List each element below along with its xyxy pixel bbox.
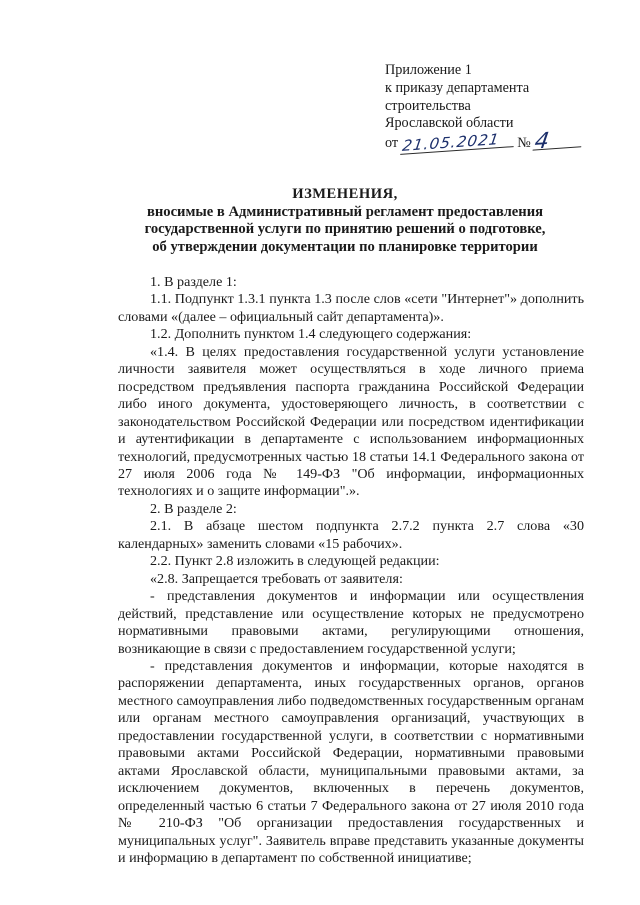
- paragraph-list-item-2: - представления документов и информации, которые находятся в распоряжении департамента, иных государственных органов, органов местного самоуправления либо подведомственных государственным органам или органам местного самоуправления организаций, участвующих в предоставлении государственной услуги, в соответствии с нормативными правовыми актами Российской Федерации, нормативными правовыми актами Ярославской области, муниципальными правовыми актами, за исключением документов, включенных в перечень документов, определенный частью 6 статьи 7 Федерального закона от 27 июля 2010 года № 210-ФЗ "Об организации предоставления государственных и муниципальных услуг". Заявитель вправе представить указанные документы и информацию в департамент по собственной инициативе;: [118, 657, 584, 866]
- appendix-block: [385, 62, 625, 156]
- from-prefix: от: [385, 135, 399, 152]
- appendix-line-4: Ярославской области: [385, 115, 514, 132]
- handwritten-number: 4: [533, 132, 584, 151]
- paragraph-2-1: 2.1. В абзаце шестом подпункта 2.7.2 пункта 2.7 слова «30 календарных» заменить словами «15 рабочих».: [118, 518, 584, 552]
- title-subtitle-line-3: об утверждении документации по планировке территории: [152, 238, 538, 255]
- appendix-line-3: строительства: [385, 97, 471, 114]
- document-body: [118, 274, 584, 867]
- paragraph-list-item-1: - представления документов и информации или осуществления действий, представление или осуществление которых не предусмотрено нормативными правовыми актами, регулирующими отношения, возникающие в связи с предоставлением государственной услуги;: [118, 588, 584, 657]
- title-block: [110, 186, 580, 256]
- title-subtitle-line-1: вносимые в Административный регламент предоставления: [146, 203, 543, 220]
- handwritten-date: 21.05.2021: [400, 131, 516, 155]
- paragraph-section-2: 2. В разделе 2:: [150, 500, 237, 517]
- appendix-line-2: к приказу департамента: [385, 79, 530, 96]
- document-title: ИЗМЕНЕНИЯ,: [292, 186, 398, 202]
- paragraph-1-4-text: «1.4. В целях предоставления государственной услуги установление личности заявителя может осуществляться в ходе личного приема посредством предъявления паспорта гражданина Российской Федерации либо иного документа, удостоверяющего личность, в соответствии с законодательством Российской Федерации или посредством идентификации и аутентификации в департаменте с использованием информационных технологий, предусмотренных частью 18 статьи 14.1 Федерального закона от 27 июля 2006 года № 149-ФЗ "Об информации, информационных технологиях и о защите информации".».: [118, 343, 584, 500]
- paragraph-2-2: 2.2. Пункт 2.8 изложить в следующей редакции:: [150, 553, 440, 570]
- title-subtitle-line-2: государственной услуги по принятию решений о подготовке,: [144, 221, 546, 238]
- paragraph-1-1: 1.1. Подпункт 1.3.1 пункта 1.3 после слов «сети "Интернет"» дополнить словами «(далее – официальный сайт департамента)».: [118, 291, 584, 325]
- appendix-line-1: Приложение 1: [385, 62, 472, 78]
- number-sign: №: [517, 135, 531, 152]
- paragraph-2-8-intro: «2.8. Запрещается требовать от заявителя:: [150, 570, 403, 587]
- paragraph-1-2: 1.2. Дополнить пунктом 1.4 следующего содержания:: [150, 326, 472, 343]
- appendix-date-line: [385, 128, 625, 156]
- paragraph-section-1: 1. В разделе 1:: [150, 274, 237, 290]
